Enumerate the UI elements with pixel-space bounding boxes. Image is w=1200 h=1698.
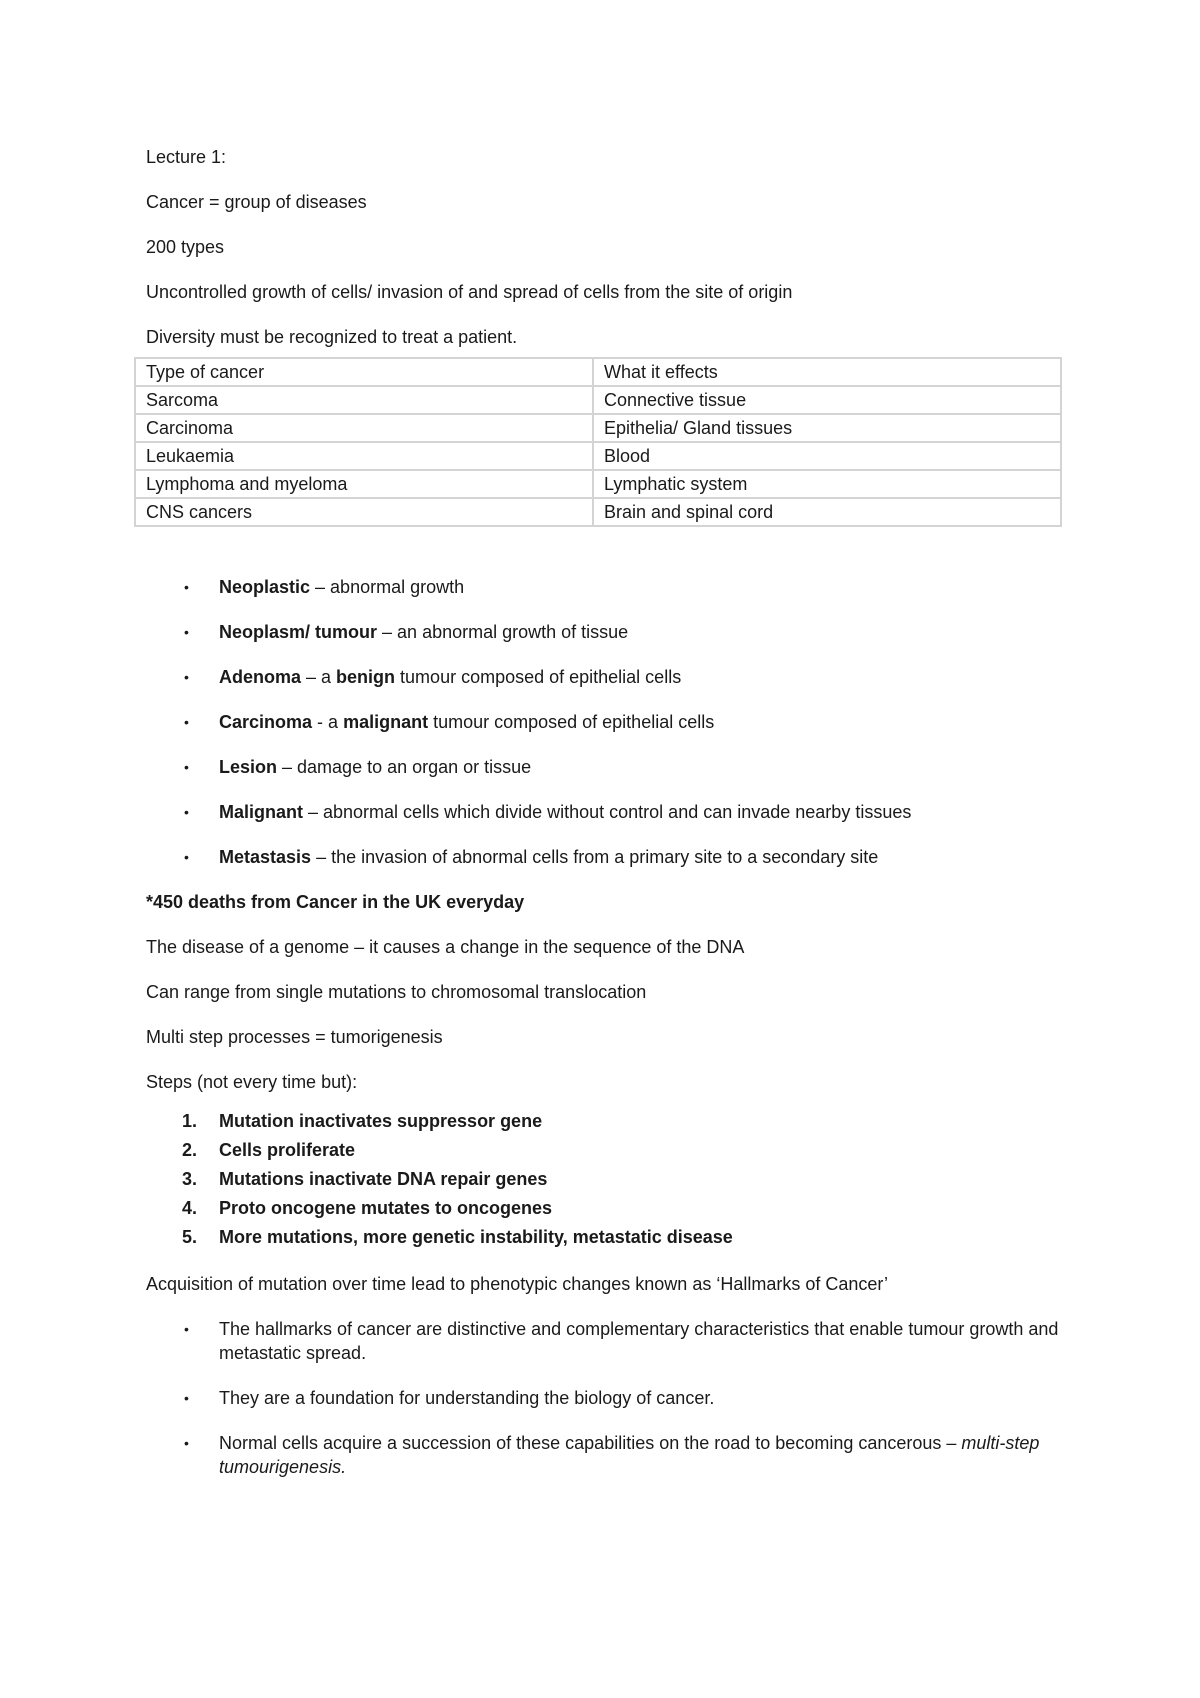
step-number: 3.	[182, 1169, 198, 1189]
definition-separator: –	[310, 577, 331, 597]
table-row	[135, 414, 1061, 442]
bullet-icon: •	[184, 1321, 189, 1337]
list-item	[146, 1136, 1061, 1165]
hallmark-emphasis: multi-step tumourigenesis.	[219, 1433, 1040, 1477]
genome-line: Multi step processes = tumorigenesis	[146, 1027, 443, 1047]
table-cell: Lymphatic system	[593, 470, 1061, 498]
bullet-icon: •	[184, 849, 189, 865]
table-cell: Connective tissue	[593, 386, 1061, 414]
list-item	[146, 845, 1061, 869]
list-item	[146, 1165, 1061, 1194]
step-text: More mutations, more genetic instability, metastatic disease	[219, 1227, 733, 1247]
steps-list	[146, 1107, 1061, 1252]
intro-line: 200 types	[146, 237, 225, 257]
bullet-icon: •	[184, 714, 189, 730]
hallmarks-intro: Acquisition of mutation over time lead to phenotypic changes known as ‘Hallmarks of Cancer’	[146, 1274, 889, 1294]
step-number: 2.	[182, 1140, 198, 1160]
table-cell: CNS cancers	[135, 498, 593, 526]
table-cell: Carcinoma	[135, 414, 593, 442]
table-cell: Sarcoma	[135, 386, 593, 414]
list-item	[146, 620, 1061, 644]
table-cell: Brain and spinal cord	[593, 498, 1061, 526]
bullet-icon: •	[184, 759, 189, 775]
definition-text: tumour composed of epithelial cells	[395, 667, 682, 687]
list-item	[146, 800, 1061, 824]
definition-separator: –	[303, 802, 324, 822]
list-item	[146, 710, 1061, 734]
step-number: 5.	[182, 1227, 198, 1247]
definition-term: Metastasis	[219, 847, 312, 867]
list-item	[146, 665, 1061, 689]
genome-line: The disease of a genome – it causes a change in the sequence of the DNA	[146, 937, 745, 957]
bullet-icon: •	[184, 1435, 189, 1451]
definition-term: Neoplastic	[219, 577, 311, 597]
hallmark-text: The hallmarks of cancer are distinctive and complementary characteristics that enable tumour growth and metastatic spread.	[219, 1319, 1059, 1363]
list-item	[146, 755, 1061, 779]
step-number: 1.	[182, 1111, 198, 1131]
list-item	[146, 1107, 1061, 1136]
hallmark-text: Normal cells acquire a succession of these capabilities on the road to becoming cancerous –	[219, 1433, 962, 1453]
hallmark-text: They are a foundation for understanding the biology of cancer.	[219, 1388, 715, 1408]
intro-line: Cancer = group of diseases	[146, 192, 367, 212]
step-text: Mutations inactivate DNA repair genes	[219, 1169, 548, 1189]
table-header-cell: Type of cancer	[135, 358, 593, 386]
definition-text: abnormal cells which divide without control and can invade nearby tissues	[323, 802, 912, 822]
definition-separator: - a	[312, 712, 344, 732]
definition-emphasis: benign	[336, 667, 396, 687]
definition-text: damage to an organ or tissue	[297, 757, 532, 777]
lecture-heading: Lecture 1:	[146, 147, 227, 167]
table-cell: Leukaemia	[135, 442, 593, 470]
definition-text: tumour composed of epithelial cells	[428, 712, 715, 732]
table-row	[135, 498, 1061, 526]
table-cell: Blood	[593, 442, 1061, 470]
bullet-icon: •	[184, 579, 189, 595]
table-row	[135, 386, 1061, 414]
table-cell: Lymphoma and myeloma	[135, 470, 593, 498]
hallmarks-list	[146, 1317, 1061, 1479]
definition-text: the invasion of abnormal cells from a primary site to a secondary site	[331, 847, 879, 867]
document-body	[146, 145, 1061, 1500]
list-item	[146, 575, 1061, 599]
definition-separator: –	[311, 847, 332, 867]
cancer-types-table	[134, 357, 1062, 527]
list-item	[146, 1386, 1061, 1410]
intro-line: Diversity must be recognized to treat a patient.	[146, 327, 518, 347]
definition-term: Malignant	[219, 802, 303, 822]
definitions-list	[146, 575, 1061, 869]
definition-term: Neoplasm/ tumour	[219, 622, 378, 642]
table-header-cell: What it effects	[593, 358, 1061, 386]
step-text: Mutation inactivates suppressor gene	[219, 1111, 543, 1131]
genome-line: Can range from single mutations to chromosomal translocation	[146, 982, 647, 1002]
definition-separator: –	[277, 757, 298, 777]
definition-term: Adenoma	[219, 667, 302, 687]
table-header-row	[135, 358, 1061, 386]
definition-term: Lesion	[219, 757, 278, 777]
list-item	[146, 1317, 1061, 1365]
deaths-note: *450 deaths from Cancer in the UK everyday	[146, 892, 525, 912]
definition-text: abnormal growth	[330, 577, 465, 597]
definition-text: an abnormal growth of tissue	[397, 622, 629, 642]
step-number: 4.	[182, 1198, 198, 1218]
step-text: Proto oncogene mutates to oncogenes	[219, 1198, 553, 1218]
bullet-icon: •	[184, 804, 189, 820]
bullet-icon: •	[184, 624, 189, 640]
definition-emphasis: malignant	[343, 712, 429, 732]
bullet-icon: •	[184, 1390, 189, 1406]
definition-separator: – a	[301, 667, 337, 687]
table-cell: Epithelia/ Gland tissues	[593, 414, 1061, 442]
definition-separator: –	[377, 622, 398, 642]
steps-heading: Steps (not every time but):	[146, 1072, 358, 1092]
step-text: Cells proliferate	[219, 1140, 356, 1160]
list-item	[146, 1223, 1061, 1252]
table-row	[135, 470, 1061, 498]
definition-term: Carcinoma	[219, 712, 313, 732]
table-row	[135, 442, 1061, 470]
intro-line: Uncontrolled growth of cells/ invasion of and spread of cells from the site of origin	[146, 282, 793, 302]
bullet-icon: •	[184, 669, 189, 685]
list-item	[146, 1431, 1061, 1479]
list-item	[146, 1194, 1061, 1223]
